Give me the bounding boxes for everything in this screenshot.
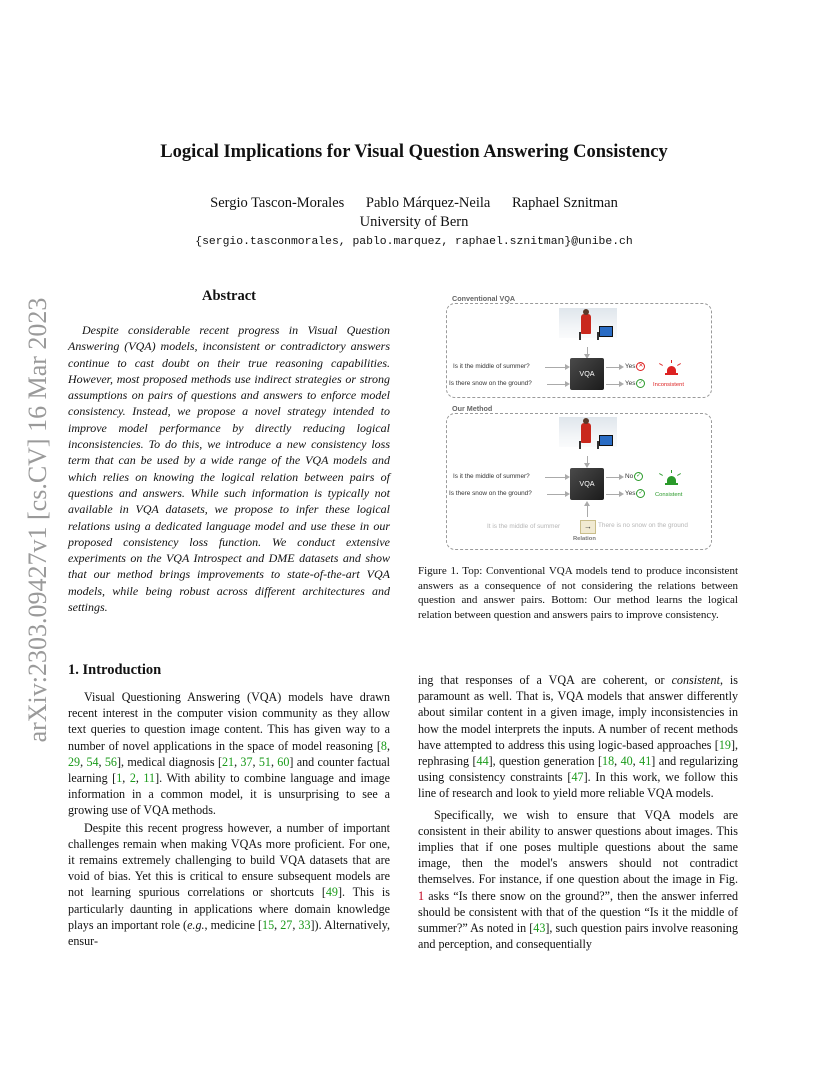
question-snow: Is there snow on the ground? (449, 490, 532, 497)
abstract-heading: Abstract (202, 288, 256, 304)
author-list (0, 195, 828, 212)
question-summer: Is it the middle of summer? (453, 473, 530, 480)
question-arrow (545, 367, 567, 368)
inconsistent-label: Inconsistent (653, 382, 684, 388)
author: Sergio Tascon-Morales (210, 195, 345, 211)
citation-link[interactable]: 41 (639, 754, 652, 769)
citation-link[interactable]: 19 (718, 737, 731, 752)
answer-arrow (606, 367, 621, 368)
answer-no: No ✓ (625, 473, 642, 481)
citation-link[interactable]: 49 (325, 885, 338, 900)
author-emails: {sergio.tasconmorales, pablo.marquez, raphael.sznitman}@unibe.ch (195, 236, 633, 248)
question-arrow (547, 494, 567, 495)
citation-link[interactable]: 51 (258, 754, 271, 769)
paper-title: Logical Implications for Visual Question Answering Consistency (160, 142, 668, 162)
answer-yes: Yes ✓ (625, 490, 644, 498)
relation-conclusion: There is no snow on the ground (598, 522, 688, 529)
citation-link[interactable]: 29 (68, 754, 81, 769)
abstract-text: Despite considerable recent progress in Visual Question Answering (VQA) models, inconsistent or contradictory answers continue to cast doubt on their true reasoning capabilities. However, most proposed methods use indirect strategies or strong assumptions on pairs of questions and answers to enforce model consistency. Instead, we propose a novel strategy intended to improve model performance by directly reducing logical inconsistencies. To do this, we introduce a new consistency loss term that can be used by a wide range of the VQA models and which relies on knowing the logical relation between pairs of questions and answers. While such information is typically not available in VQA datasets, we propose to infer these logical relations using a dedicated language model and use these in our proposed consistency loss function. We conduct extensive experiments on the VQA Introspect and DME datasets and show that our method brings improvements to state-of-the-art VQA models, while being robust across different architectures and settings. (68, 323, 390, 615)
paragraph: Specifically, we wish to ensure that VQA models are consistent in their ability to answer questions about images. This implies that if one poses multiple questions about the same image, then the model's answers should not contradict themselves. For instance, if one question about the image in Fig. 1 asks “Is there snow on the ground?”, then the answer inferred should be consistent with that of the question “Is it the middle of summer?” As noted in [43], such question pairs involve reasoning and perception, and consequentially (418, 807, 738, 952)
citation-link[interactable]: 33 (298, 917, 311, 932)
figure-1 (443, 292, 713, 550)
author: Raphael Sznitman (511, 195, 618, 211)
figure-reference-link[interactable]: 1 (418, 888, 425, 903)
answer-yes: Yes ✕ (625, 363, 644, 371)
answer-arrow (606, 477, 621, 478)
panel-label-our-method: Our Method (452, 404, 493, 413)
question-snow: Is there snow on the ground? (449, 380, 532, 387)
citation-link[interactable]: 60 (277, 754, 290, 769)
arxiv-stamp: arXiv:2303.09427v1 [cs.CV] 16 Mar 2023 (23, 297, 52, 743)
citation-link[interactable]: 54 (86, 754, 99, 769)
relation-premise: It is the middle of summer (487, 523, 561, 530)
paragraph: ing that responses of a VQA are coherent, or consistent, is paramount as well. That is, VQA models that answer differently about similar content in a given image, imply inconsistencies in how the model interprets the inputs. A number of recent methods have attempted to address this using logic-based approaches [19], rephrasing [44], question generation [18, 40, 41] and regularizing using consistency constraints [47]. In this work, we follow this line of research and look to yield more reliable VQA models. (418, 673, 739, 801)
vqa-model-box: VQA (570, 358, 604, 390)
right-column-body (418, 672, 738, 952)
paragraph: Despite this recent progress however, a number of important challenges remain when making VQAs more proficient. For one, it remains extremely challenging to build VQA datasets that are void of bias. Yet this is critical to ensure subsequent models are not learning spurious correlations or shortcuts [49]. This is particularly daunting in applications where domain knowledge plays an important role (e.g., medicine [15, 27, 33]). Alternatively, ensur- (68, 820, 391, 949)
check-icon: ✓ (636, 473, 642, 479)
image-input-arrow (587, 347, 588, 355)
citation-link[interactable]: 1 (116, 771, 123, 786)
citation-link[interactable]: 47 (571, 770, 584, 785)
citation-link[interactable]: 21 (221, 754, 235, 769)
panel-label-conventional: Conventional VQA (452, 294, 516, 303)
cross-icon: ✕ (638, 363, 644, 369)
answer-yes: Yes ✓ (625, 380, 644, 388)
question-arrow (545, 477, 567, 478)
image-input-arrow (587, 456, 588, 464)
paragraph: Visual Questioning Answering (VQA) models have drawn recent interest in the computer vision community as they allow text queries to question image content. This has given way to a number of novel applications in the space of model reasoning [8, 29, 54, 56], medical diagnosis [21, 37, 51, 60] and counter factual learning [1, 2, 11]. With ability to combine language and image information in a common model, it is unsurprising to see a growing use of VQA methods. (68, 690, 390, 818)
section-heading: 1. Introduction (68, 662, 162, 678)
citation-link[interactable]: 2 (129, 771, 136, 786)
affiliation: University of Bern (359, 214, 469, 230)
author: Pablo Márquez-Neila (365, 195, 491, 211)
skier-image-thumbnail (559, 308, 617, 346)
citation-link[interactable]: 44 (476, 754, 489, 769)
relation-label: Relation (573, 536, 596, 542)
check-icon: ✓ (638, 490, 644, 496)
implication-icon: → (580, 520, 596, 534)
relation-arrow (587, 505, 588, 517)
answer-arrow (606, 384, 621, 385)
citation-link[interactable]: 43 (533, 921, 546, 936)
citation-link[interactable]: 56 (104, 754, 117, 769)
citation-link[interactable]: 15 (262, 917, 275, 932)
skier-image-thumbnail (559, 417, 617, 455)
question-summer: Is it the middle of summer? (453, 363, 530, 370)
citation-link[interactable]: 11 (143, 771, 156, 786)
citation-link[interactable]: 18 (602, 754, 615, 769)
left-column-body (68, 689, 390, 949)
consistent-label: Consistent (655, 492, 683, 498)
figure-caption: Figure 1. Top: Conventional VQA models tend to produce inconsistent answers as a consequence of not considering the relations between question and answer pairs. Bottom: Our method learns the logical relation between question and answers pairs to improve consistency. (418, 565, 738, 621)
check-icon: ✓ (638, 380, 644, 386)
citation-link[interactable]: 27 (280, 917, 293, 932)
citation-link[interactable]: 40 (620, 754, 633, 769)
citation-link[interactable]: 8 (380, 738, 387, 753)
question-arrow (547, 384, 567, 385)
answer-arrow (606, 494, 621, 495)
vqa-model-box: VQA (570, 468, 604, 500)
citation-link[interactable]: 37 (240, 754, 253, 769)
